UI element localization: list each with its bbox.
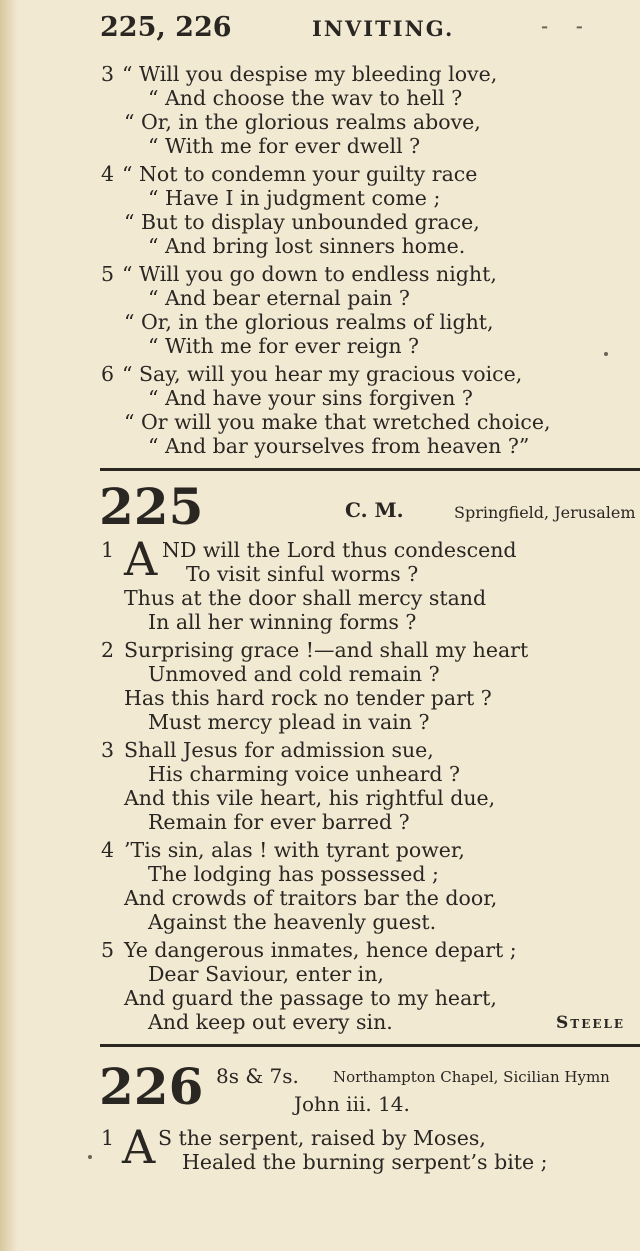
verse-line: Thus at the door shall mercy stand — [124, 586, 487, 610]
stanza-number: 5 — [101, 938, 115, 962]
drop-cap: A — [124, 532, 158, 586]
section-rule — [100, 1044, 640, 1047]
hymn-number: 226 — [99, 1057, 204, 1116]
stanza-number: 6 — [101, 362, 115, 386]
stanza-number: 3 — [101, 738, 115, 762]
stanza-number: 5 — [101, 262, 115, 286]
verse-line: His charming voice unheard ? — [148, 762, 461, 786]
verse-line: “ Or, in the glorious realms of light, — [124, 310, 494, 334]
verse-line: ’Tis sin, alas ! with tyrant power, — [124, 838, 465, 862]
verse-line: “ Will you despise my bleeding love, — [122, 62, 498, 86]
verse-line: To visit sinful worms ? — [186, 562, 419, 586]
hymn-meter: 8s & 7s. — [216, 1064, 299, 1088]
ink-speck — [604, 352, 608, 356]
stanza-number: 1 — [101, 538, 115, 562]
verse-line: Ye dangerous inmates, hence depart ; — [124, 938, 517, 962]
verse-line: And keep out every sin. — [148, 1010, 393, 1034]
verse-line: “ With me for ever reign ? — [148, 334, 420, 358]
page-numbers: 225, 226 — [100, 12, 232, 43]
verse-line: ND will the Lord thus condescend — [162, 538, 517, 562]
verse-line: The lodging has possessed ; — [148, 862, 439, 886]
hymn-number: 225 — [99, 477, 204, 536]
section-title: INVITING. — [312, 16, 455, 41]
header-ornament: ⁃ ⁃ — [540, 18, 594, 39]
stanza-number: 4 — [101, 162, 115, 186]
tune-names: Springfield, Jerusalem — [454, 503, 636, 522]
verse-line: And guard the passage to my heart, — [124, 986, 497, 1010]
verse-line: Healed the burning serpent’s bite ; — [182, 1150, 548, 1174]
verse-line: “ Or, in the glorious realms above, — [124, 110, 481, 134]
verse-line: “ And bring lost sinners home. — [148, 234, 466, 258]
verse-line: Dear Saviour, enter in, — [148, 962, 384, 986]
verse-line: “ And bear eternal pain ? — [148, 286, 410, 310]
verse-line: Has this hard rock no tender part ? — [124, 686, 492, 710]
verse-line: “ And have your sins forgiven ? — [148, 386, 473, 410]
page-header — [100, 12, 640, 46]
verse-line: In all her winning forms ? — [148, 610, 417, 634]
verse-line: And crowds of traitors bar the door, — [124, 886, 498, 910]
verse-line: “ Will you go down to endless night, — [122, 262, 497, 286]
verse-line: “ With me for ever dwell ? — [148, 134, 421, 158]
verse-line: Must mercy plead in vain ? — [148, 710, 430, 734]
verse-line: “ Have I in judgment come ; — [148, 186, 441, 210]
verse-line: Unmoved and cold remain ? — [148, 662, 440, 686]
verse-line: “ Say, will you hear my gracious voice, — [122, 362, 523, 386]
verse-line: Shall Jesus for admission sue, — [124, 738, 434, 762]
stanza-number: 2 — [101, 638, 115, 662]
verse-line: “ And bar yourselves from heaven ?” — [148, 434, 530, 458]
drop-cap: A — [122, 1120, 156, 1174]
stanza-number: 4 — [101, 838, 115, 862]
verse-line: “ And choose the wav to hell ? — [148, 86, 463, 110]
ink-speck — [88, 1155, 92, 1159]
verse-line: S the serpent, raised by Moses, — [158, 1126, 486, 1150]
verse-line: Surprising grace !—and shall my heart — [124, 638, 529, 662]
verse-line: Against the heavenly guest. — [148, 910, 437, 934]
scripture-reference: John iii. 14. — [294, 1092, 410, 1116]
tune-names: Northampton Chapel, Sicilian Hymn — [333, 1068, 610, 1086]
section-rule — [100, 468, 640, 471]
verse-line: Remain for ever barred ? — [148, 810, 410, 834]
verse-line: “ Or will you make that wretched choice, — [124, 410, 551, 434]
hymn-author: Steele — [556, 1013, 626, 1033]
page-binding-shadow — [0, 0, 18, 1251]
verse-line: “ Not to condemn your guilty race — [122, 162, 478, 186]
verse-line: And this vile heart, his rightful due, — [124, 786, 496, 810]
verse-line: “ But to display unbounded grace, — [124, 210, 480, 234]
stanza-number: 1 — [101, 1126, 115, 1150]
hymn-meter: C. M. — [345, 498, 404, 522]
stanza-number: 3 — [101, 62, 115, 86]
